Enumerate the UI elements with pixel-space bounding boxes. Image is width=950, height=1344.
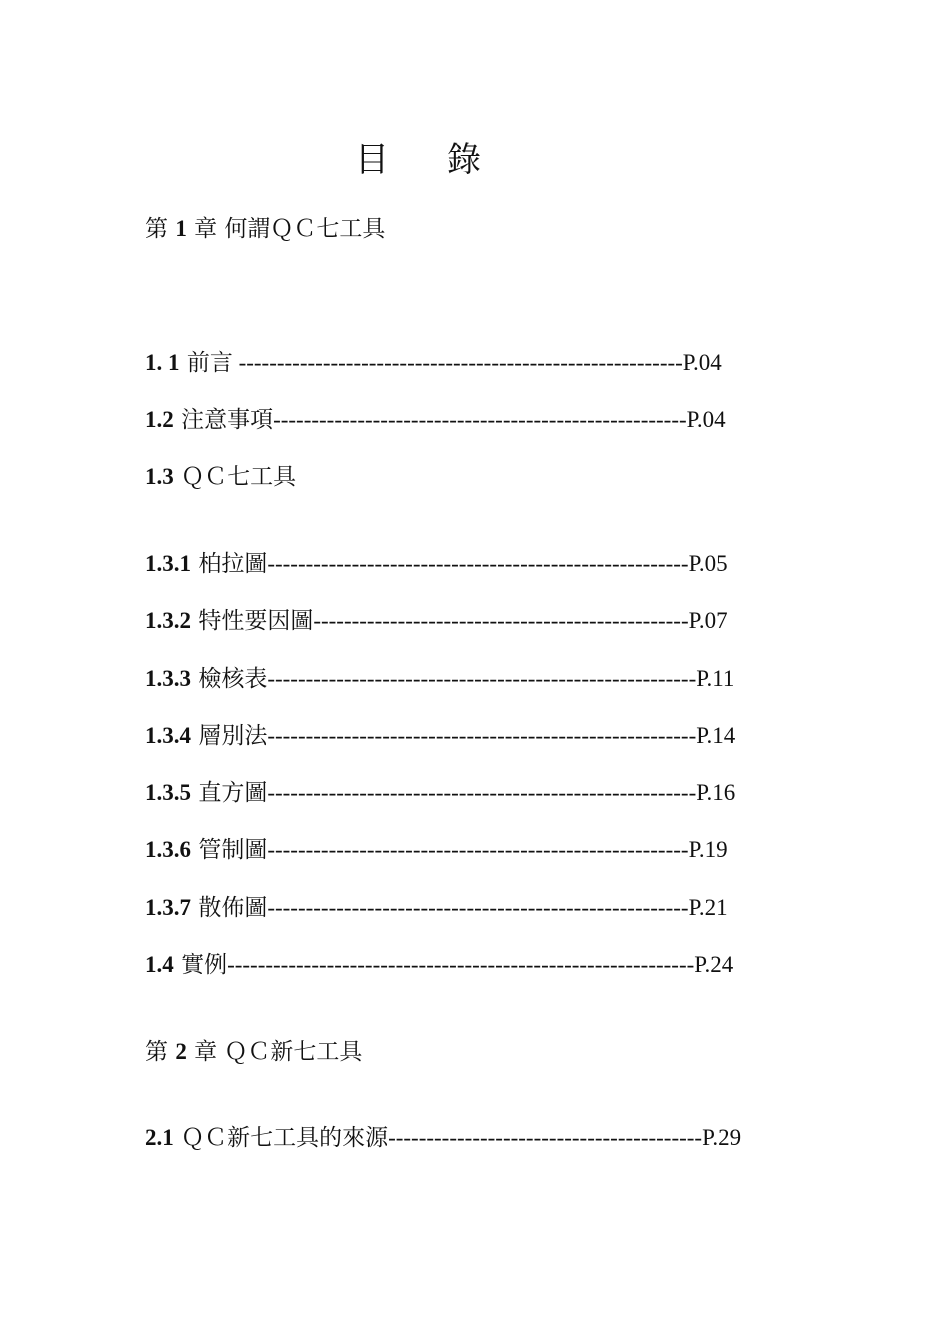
toc-title (355, 132, 481, 181)
entry-label: 柏拉圖 (198, 551, 268, 577)
entry-number: 1.3.2 (145, 608, 191, 633)
entry-number: 1.3.7 (145, 895, 191, 920)
entry-label: 特性要因圖 (198, 608, 314, 634)
entry-number: 1.3 (145, 464, 174, 489)
entry-leader: ------------------------------------------------------- (267, 837, 689, 862)
entry-leader: -------------------------------------------------------- (267, 780, 697, 805)
entry-page: P.14 (696, 723, 736, 748)
toc-entry[interactable] (145, 774, 735, 807)
entry-label: 直方圖 (198, 780, 268, 806)
entry-page: P.11 (696, 666, 735, 691)
entry-label: 散佈圖 (198, 895, 268, 921)
toc-entry[interactable] (145, 1119, 741, 1152)
entry-number: 2.1 (145, 1125, 174, 1150)
entry-number: 1.3.6 (145, 837, 191, 862)
toc-entry[interactable] (145, 602, 728, 635)
chapter-prefix: 第 (145, 216, 168, 242)
chapter-number: 2 (175, 1039, 187, 1064)
entry-label: 層別法 (198, 723, 268, 749)
entry-number: 1.3.4 (145, 723, 191, 748)
toc-entry[interactable] (145, 946, 733, 979)
entry-number: 1.3.5 (145, 780, 191, 805)
entry-leader: -------------------------------------------------------- (267, 666, 697, 691)
entry-page: P.07 (688, 608, 728, 633)
entry-leader: ----------------------------------------- (388, 1125, 703, 1150)
entry-label: 注意事項 (181, 407, 274, 433)
chapter-2-heading (145, 1033, 362, 1066)
entry-number: 1.3.3 (145, 666, 191, 691)
toc-entry[interactable] (145, 545, 728, 578)
entry-number: 1. 1 (145, 350, 180, 375)
toc-entry[interactable] (145, 401, 726, 434)
chapter-1-heading (145, 210, 385, 243)
entry-number: 1.4 (145, 952, 174, 977)
chapter-prefix: 第 (145, 1039, 168, 1065)
entry-leader: ------------------------------------------------------- (267, 895, 689, 920)
entry-page: P.04 (682, 350, 722, 375)
entry-number: 1.3.1 (145, 551, 191, 576)
toc-entry[interactable] (145, 344, 722, 377)
toc-entry[interactable] (145, 717, 735, 750)
entry-leader: ------------------------------------------------- (313, 608, 689, 633)
entry-page: P.05 (688, 551, 728, 576)
chapter-title: 章 ＱＣ新七工具 (194, 1039, 363, 1065)
entry-label: 前言 (186, 350, 233, 376)
entry-page: P.16 (696, 780, 736, 805)
entry-label: 檢核表 (198, 666, 268, 692)
entry-label: ＱＣ新七工具的來源 (181, 1125, 389, 1151)
entry-page: P.19 (688, 837, 728, 862)
toc-entry[interactable] (145, 889, 728, 922)
entry-leader: -------------------------------------------------------- (267, 723, 697, 748)
entry-label: 實例 (181, 952, 228, 978)
entry-label: ＱＣ七工具 (181, 464, 297, 490)
entry-leader: ------------------------------------------------------ (273, 407, 687, 432)
entry-leader: ---------------------------------------------------------- (232, 350, 683, 375)
toc-entry[interactable] (145, 660, 734, 693)
entry-number: 1.2 (145, 407, 174, 432)
entry-label: 管制圖 (198, 837, 268, 863)
toc-entry[interactable] (145, 831, 728, 864)
toc-entry[interactable] (145, 458, 296, 491)
chapter-title: 章 何謂ＱＣ七工具 (194, 216, 386, 242)
chapter-number: 1 (175, 216, 187, 241)
entry-page: P.04 (686, 407, 726, 432)
entry-page: P.24 (694, 952, 734, 977)
title-char-1: 目 (355, 140, 389, 180)
entry-page: P.29 (702, 1125, 742, 1150)
entry-leader: ------------------------------------------------------- (267, 551, 689, 576)
entry-leader: ------------------------------------------------------------- (227, 952, 695, 977)
entry-page: P.21 (688, 895, 728, 920)
title-char-2: 錄 (447, 140, 481, 180)
